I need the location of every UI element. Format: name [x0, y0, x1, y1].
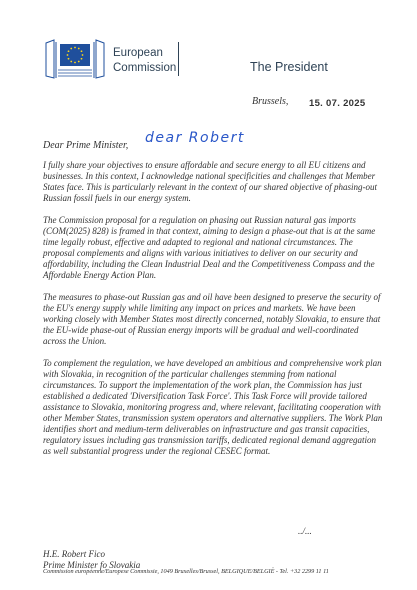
letter-date-stamp: 15. 07. 2025 — [309, 98, 366, 109]
header-divider — [178, 42, 179, 76]
eu-star-icon — [74, 47, 76, 49]
paragraph-1: I fully share your objectives to ensure affordable and secure energy to all EU citizens and businesses. In this context, I acknowledge national specificities and challenges that Member States face. This is particularly relevant in the context of our shared objective of phasing-out Russian fossil fuels in our energy system. — [43, 160, 378, 203]
eu-star-icon — [74, 62, 76, 64]
continuation-marker: ../... — [298, 526, 312, 536]
salutation: Dear Prime Minister, — [43, 140, 129, 151]
recipient-title: Prime Minister fo Slovakia — [43, 560, 141, 570]
eu-star-icon — [68, 50, 70, 52]
eu-star-icon — [78, 61, 80, 63]
eu-star-icon — [81, 58, 83, 60]
recipient-name: H.E. Robert Fico — [43, 549, 105, 559]
eu-star-icon — [81, 50, 83, 52]
eu-star-icon — [67, 54, 69, 56]
paragraph-4: To complement the regulation, we have developed an ambitious and comprehensive work plan with Slovakia, in recognition of the particular challenges stemming from national circumstances. To support the implementation of the work plan, the Commission has just established a dedicated 'Diversification Task Force'. This Task Force will provide tailored assistance to Slovakia, monitoring progress and, where relevant, facilitating cooperation with other Member States, transmission system operators and alternative suppliers. The Work Plan identifies short and medium-term deliverables on infrastructure and gas transit capacities, regulatory issues including gas transmission tariffs, dedicated regional demand aggregation as well substantial progress under the regional CESEC format. — [43, 358, 383, 456]
paragraph-3: The measures to phase-out Russian gas and oil have been designed to preserve the security of the EU's energy supply while limiting any impact on prices and markets. We have been working closely with Member States most directly concerned, notably Slovakia, to ensure that the EU-wide phase-out of Russian energy imports will be gradual and well-coordinated across the Union. — [43, 292, 381, 346]
paragraph-2: The Commission proposal for a regulation on phasing out Russian natural gas imports (COM(2025) 828) is framed in that context, aiming to design a phase-out that is at the same time legally robust, effective and adapted to regional and national circumstances. The proposal complements and aligns with various initiatives to deliver on our security and affordability, including the Clean Industrial Deal and the Competitiveness Compass and the Affordable Energy Action Plan. — [43, 215, 376, 280]
eu-star-icon — [68, 58, 70, 60]
footer-address: Commission européenne/Europese Commissie, 1049 Bruxelles/Brussel, BELGIQUE/BELGIË - Tel. +32 2299 11 11 — [43, 568, 329, 575]
office-title: The President — [250, 60, 328, 74]
eu-star-icon — [78, 48, 80, 50]
letter-place: Brussels, — [252, 96, 289, 107]
organization-name-line1: European — [113, 47, 163, 59]
organization-name — [113, 46, 176, 76]
organization-name-line2: Commission — [113, 62, 177, 74]
eu-star-icon — [82, 54, 84, 56]
handwritten-greeting: dear Robert — [145, 130, 245, 146]
letter-body — [43, 160, 383, 468]
eu-star-icon — [70, 61, 72, 63]
european-commission-logo — [44, 38, 106, 81]
eu-star-icon — [70, 48, 72, 50]
